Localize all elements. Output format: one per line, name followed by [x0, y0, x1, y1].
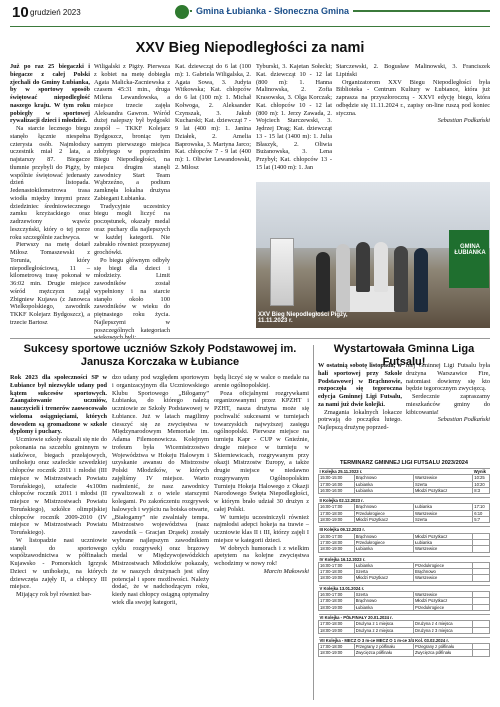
away-team: Młodzi Pozytkacz	[413, 598, 472, 604]
league-schedule	[318, 460, 490, 660]
paragraph: Tyburski, 3. Kajetan Sołecki; Kat. dziewcząt 10 - 12 lat (800 m): 1. Hanna Malinowska, 2. Zofia Krasowska, 3. Olga Korczak; Kat. chłopców 10 - 12 lat (800 m): 1. Jerzy Zawada, 2. Wojciech Starczewski, 3. Jędrzej Drag; Kat. dziewcząt 13 - 15 lat (1400 m): 1. Julia Błaszyk, 2. Oliwia Bużanowska, 3. Lena Przybył; Kat. chłopców 13 - 15 lat (1400 m): 1. Jan	[256, 63, 332, 171]
home-team: Brąchnowo	[354, 504, 413, 510]
author-signature: Marcin Makowski	[263, 567, 309, 575]
match-time: 17:00-18:00	[319, 598, 355, 604]
person	[394, 246, 408, 312]
article3-col1	[318, 362, 402, 432]
paragraph: W dobrych humorach i z wielkim apetytem na kolejne zwycięstwa wchodzimy w nowy rok!	[214, 544, 309, 567]
article3-title: Wystartowała Gminna Liga Futsalu!	[333, 343, 475, 368]
paragraph: będą liczyć się w walce o medale na arenie ogólnopolskiej.	[214, 374, 309, 389]
match-time: 18:00-19:00	[319, 650, 355, 656]
race-photo	[256, 182, 490, 328]
home-team: Drużyna z 1 miejsca	[354, 621, 413, 627]
round-label: I Kolejka 25.11.2023 r.	[319, 469, 473, 475]
round-label: II Kolejka 02.12.2023 r.	[319, 498, 473, 504]
article1-col5	[336, 63, 490, 125]
home-team: Młodzi Pozytkacz	[354, 517, 413, 523]
paragraph: Kat. dziewcząt do 6 lat (100 m): 1. Gabriela Wiligalska, 2. Agata Sowa, 3. Judyta Witkowska; Kat. chłopców do 6 lat (100 m): 1. Michał Kołwoga, 2. Aleksander Czynszak, 3. Jakub Kucharski; Kat. dziewcząt 7 - 9 lat (400 m): 1. Janina Działek, 2. Amelia Baprowska, 3. Martyna Jarco; Kat. chłopców 7 - 9 lat (400 m): 1. Oliwier Lewandowski, 2. Miłosz	[175, 63, 251, 171]
home-team: Łubianka	[354, 546, 413, 552]
away-team: Przedukrogiece	[413, 562, 472, 568]
home-team: Brąchnowo	[354, 598, 413, 604]
away-team: Warszewice	[413, 592, 472, 598]
away-team: Drużyna z 4 miejsca	[413, 621, 472, 627]
away-team: Zwycięzca półfinału	[413, 650, 472, 656]
match-time: 18:00-19:00	[319, 604, 355, 610]
away-team: Warszewice	[413, 546, 472, 552]
paragraph: dzo udany pod względem sportowym i organizacyjnym dla Uczniowskiego Klubu Sportowego „Biłogamy” Łubianka, do którego należą uczniowie ze Szkoły Podstawowej w Łubiance. Już w latach magilimy ciesszyć się ze zwycięstwa w Międzynarodowym Memoriale im. Adama Filemonowicza. Kolejnym trofeum była Wicemistrzostwo Województwa w Hokeju Halowym i uzyskanie awansu do Mistrzostw Polski Młodzików, w których zajęliśmy IV miejsce. Warto nadmienić, że nasz zawodnicy rywalizowali z o wiele starszymi kolegami. Po zakończeniu rozgrywek halowych i wyjściu na boiska otwarte, „Białogamy” nie zwalniały tempa. Mistrzostwo województwa (nasz zawodnik – Gracjan Drąsek) zostały wybrane najlepszym zawodnikiem cyklu rozgrywek) oraz brązowy medal w Międzywojewódzkich Mistrzostwach Młodzików pokazały, że w naszych drużynach jest silny potencjał i spore możliwości. Należy dodać, że w nadchodzącym roku, kiedy nasi chłopcy osiągną optymalny wiek dla swojej kategorii,	[112, 374, 209, 606]
paragraph: niej Gminnej Ligi Futsalu była drużyna Warszawice Fire, natomiast dowiemy się kto będzie tegorocznym zwycięzcą.	[406, 362, 490, 393]
home-team: Łubianka	[354, 562, 413, 568]
away-team: Brąchnowo	[413, 569, 472, 575]
article3-lead: W ostatnią sobotę listopada, w hali sportowej przy Szkole Podstawowej w Brąchnowie, rozpoczęła się tegoroczna edycja Gminnej Ligi Futsalu, za nami już dwie kolejki.	[318, 362, 402, 408]
match-time: 18:00-19:00	[319, 627, 355, 633]
person	[356, 242, 370, 292]
paragraph: Na starcie lecznego biegu stanęło łącznie niespełna czterysta osób. Najmłodszy uczestnik miał 2 lata, a najstarszy 87. Biegacze tłumnie przybyli do Pigży, by wspólnie świętować jedenasty dzień listopada. Jedenastokilometrowa trasa wiodła między innymi przez dziedziniec średniowiecznego zamku krzyżackiego oraz zadrzewiony wąwóz leszczyński, który o tej porze roku szczególnie zachwyca.	[10, 125, 90, 241]
round-label: V Kolejka 13.01.2024 r.	[319, 585, 473, 591]
home-team: Brąchnowo	[354, 533, 413, 539]
person	[336, 244, 350, 312]
match-time: 18:00-19:00	[319, 575, 355, 581]
gmina-banner-text: GMINA ŁUBIANKA	[454, 244, 486, 256]
author-signature: Sebastian Podkański	[437, 416, 490, 424]
away-team: Młodzi Pozytkacz	[413, 487, 472, 493]
result-header: Wynik	[473, 469, 490, 475]
away-team: Łubianka	[413, 539, 472, 545]
paragraph: W turnieju uczestniczyli również najmłodsi adepci hokeja na trawie – uczniowie klas II i III, którzy zajęli I miejsce w kategorii dzieci.	[214, 513, 309, 544]
away-team: Warszewice	[413, 575, 472, 581]
match-time: 17:00-18:00	[319, 621, 355, 627]
paragraph: W listopadzie nasi uczniowie stanęli do sportowego współzawodnictwa w półfinałach Kujawsko - Pomorskich Igrzysk Dzieci w unihokeju, na których dziewczęta zajęły II, a chłopcy III miejsce.	[10, 536, 107, 591]
match-result: 10:20	[473, 481, 490, 487]
paragraph: Starczewski, 2. Bogusław Malinowski, 3. Franciszek Lipiński	[336, 63, 490, 78]
match-time: 17:00-18:00	[319, 510, 355, 516]
match-time: 17:00-16:00	[319, 481, 355, 487]
person	[316, 252, 330, 312]
article1-col2	[94, 63, 170, 342]
match-time: 16:00-17:00	[319, 504, 355, 510]
round-label: IV Kolejka 16.12.2023 r.	[319, 556, 473, 562]
match-result: 10:25	[473, 475, 490, 481]
home-team: Łubianka	[354, 487, 413, 493]
round-label: VII Kolejka - MECZ O 3 m-ce MECZ O 1 m-ce 3/4 Kol. 03.02.2024 r.	[319, 637, 473, 643]
home-team: Przegrany z półfinału	[354, 644, 413, 650]
match-time: 16:00-17:00	[319, 533, 355, 539]
article3-col2	[406, 362, 490, 424]
home-team: Łubianka	[354, 604, 413, 610]
column-divider	[313, 345, 314, 700]
photo-caption: XXV Bieg Niepodległości Pigży, 11.11.2023 r.	[258, 312, 348, 324]
match-result: 17:10	[473, 504, 490, 510]
match-time: 18:00-19:00	[319, 517, 355, 523]
article2-title: Sukcesy sportowe uczniów Szkoły Podstawowej im. Janusza Korczaka w Łubiance	[23, 343, 297, 368]
section-divider	[10, 338, 490, 339]
author-signature: Sebastian Podkański	[437, 117, 490, 125]
paragraph: Organizatorom XXV Biegu Niepodległości była Biblioteka - Centrum Kultury w Łubiance, która już zaprasza na przyszłoroczną - XXVI edycję biegu, która odbędzie się 11.11.2024 r., zapisy on-line ruszą pod koniec styczna.	[336, 78, 490, 117]
article2-col3	[214, 374, 309, 576]
paragraph: Poza oficjalnymi rozgrywkami organizowanymi przez KPZHT i PZHT, nasza drużyna może się pochwalić sukcesami w turniejach towarzyskich najwyższej zasięgu ogólnopolski. Pierwsze miejsce na turnieju Kapr - CUP w Gnieźnie, drugie miejsce w turnieju w Skierniewicach, rozgrywanym przy okazji Mistrzostw Europy, a także drugie miejsce w niedawno rozgrywanym Ogólnopolskim Turnieju Hokeja Halowego z Okazji Narodowego Święta Niepodległości, w którym brało udział 30 drużyn z całej Polski.	[214, 389, 309, 513]
match-time: 16:00-17:00	[319, 562, 355, 568]
paragraph: Uczniowie szkoły okazali się nie do pokonania na szczeblu gminnym w siatkówce, biegach przełajowych, unihokeju oraz szafeckie szwedzkiej chłopców rocznik 2011 i młodsi (III miejsce w Mistrzostwach Powiatu Toruńskiego), sztafecie 4x100m chłopców rocznik 2011 i młodsi (II miejsce w Mistrzostwach Powiatu Toruńskiego), szkółce olimpijskiej chłopców rocznik 2009-2010 (IV miejsce w Mistrzostwach Powiatu Toruńskiego).	[10, 436, 107, 536]
away-team: Przegrany z półfinału	[413, 644, 472, 650]
match-time: 16:00-17:00	[319, 592, 355, 598]
home-team: Przedukrogiece	[354, 510, 413, 516]
article2-col1	[10, 374, 107, 599]
article1-col3	[175, 63, 251, 172]
away-team: Przedukrogiece	[413, 604, 472, 610]
home-team: Przedukrogiece	[354, 539, 413, 545]
home-team: Młodzi Pozytkacz	[354, 575, 413, 581]
away-team: Szerta	[413, 517, 472, 523]
match-result: 5:7	[473, 517, 490, 523]
away-team: Szerta	[413, 481, 472, 487]
newspaper-name: Gmina Łubianka - Słoneczna Gmina	[192, 6, 353, 16]
round-label: VI Kolejka - PÓŁFINAŁY 20.01.2024 r.	[319, 614, 473, 620]
away-team: Warszewice	[413, 475, 472, 481]
away-team: Łubianka	[413, 504, 472, 510]
paragraph: Zmagania lokalnych lokacze potrwają do początku lutego. Najlepszą drużynę poprzed-	[318, 408, 402, 431]
match-time: 17:00-18:00	[319, 569, 355, 575]
article1-col1	[10, 63, 90, 327]
home-team: Drużyna z 2 miejsca	[354, 627, 413, 633]
home-team: Brąchnowo	[354, 475, 413, 481]
round-gap	[319, 656, 490, 660]
paragraph: Po biegu głównym odbyły się biegi dla dzieci i młodzieży. Limit zawodników został wypełniony i na starcie stanęło około 100 zawodników w wieku do piętnastego roku życia. Najlepszymi w poszczególnych kategoriach	[94, 256, 170, 334]
match-time: 17:00-18:00	[319, 644, 355, 650]
person	[374, 242, 388, 292]
gmina-logo-icon	[174, 4, 190, 20]
match-result: 8:3	[473, 487, 490, 493]
home-team: Szerta	[354, 569, 413, 575]
page-number: 10	[12, 4, 29, 21]
schedule-title: TERMINARZ GMINNEJ LIGI FUTSALU 2023/2024	[339, 460, 469, 466]
paragraph: Wiligalski z Pigży. Pierwsza z kobiet na metę dobiegła Agata Malicka-Zacniewska z czasem 45:31 min., druga Milena Lewandowska, a miejsce trzecie zajęła Aleksandra Gawron. Wśród dużej nalepszy był bydgoski zespół – TKKF Kolejarz Bydgoszcz, broniąc tym samym pierwszego miejsca zdobytego w poprzednim Biegu Niepodległości, na miejscu drugim stanęli zawodnicy Start Team Wąbrzeźno, a podium zamknęła lokalna drużyna Zabiegani Łubianka.	[94, 63, 170, 202]
home-team: Szerta	[354, 592, 413, 598]
home-team: Zwycięzca półfinału	[354, 650, 413, 656]
article2-col2	[112, 374, 209, 607]
round-label: III Kolejka 09.12.2023 r.	[319, 527, 473, 533]
article1-title: XXV Bieg Niepodległości za nami	[135, 40, 365, 56]
match-time: 17:00-18:00	[319, 539, 355, 545]
issue-date: grudzień 2023	[30, 8, 81, 17]
match-time: 15:00-15:00	[319, 475, 355, 481]
match-time: 18:00-19:00	[319, 546, 355, 552]
paragraph: Serdecznie zapraszamy mieszkańców gminy do kibicowania!	[406, 393, 490, 416]
gmina-banner	[449, 230, 489, 288]
away-team: Drużyna z 3 miejsca	[413, 627, 472, 633]
home-team: Łubianka	[354, 481, 413, 487]
person	[414, 248, 428, 312]
article1-lead: Już po raz 25 biegaczki i biegacze z całej Polski zjechali do Gminy Łubianka, by w sportowy sposób świętować niepodległość naszego kraju. W tym roku pobiegły w sportowej rywalizacji dzieci i młodzież.	[10, 63, 90, 125]
paragraph: Tradycyjnie uczestnicy biegu mogli liczyć na poczęstunek, okazały medal oraz puchary dla najlepszych w każdej kategorii. Nie zabrakło również przepysznej grochówki.	[94, 202, 170, 256]
match-time: 16:00-16:00	[319, 487, 355, 493]
paragraph: Pierwszy na metę dotarł Miłosz Tomaszewski z Torunia, który niepodległościową, 11 – kilometrową trasę pokonał w 36:02 min. Drugie miejsce wśród mężczyzn zajął Zbigniew Kujawa (z Janowca Wielkopolskiego, zawodnik TKKF Kolejarz Bydgoszcz), a trzecie Bartosz	[10, 241, 90, 326]
article1-col4	[256, 63, 332, 172]
header-bottom-rule	[10, 26, 490, 27]
away-team: Warszewice	[413, 510, 472, 516]
away-team: Młodzi Pozytkacz	[413, 533, 472, 539]
match-result: 6:10	[473, 510, 490, 516]
rollup-banner	[270, 238, 294, 306]
schedule-table	[318, 468, 490, 660]
article2-lead: Rok 2023 dla społeczności SP w Łubiance był niezwykle udany pod kątem sukcesów sportowych. Zaangażowanie uczniów, nauczycieli i trenerów zaowocowało wieloma osiągnięciami, których dowodem są gromadzone w szkole dyplomy i puchary.	[10, 374, 107, 436]
paragraph: Mijający rok był również bar-	[16, 591, 92, 598]
